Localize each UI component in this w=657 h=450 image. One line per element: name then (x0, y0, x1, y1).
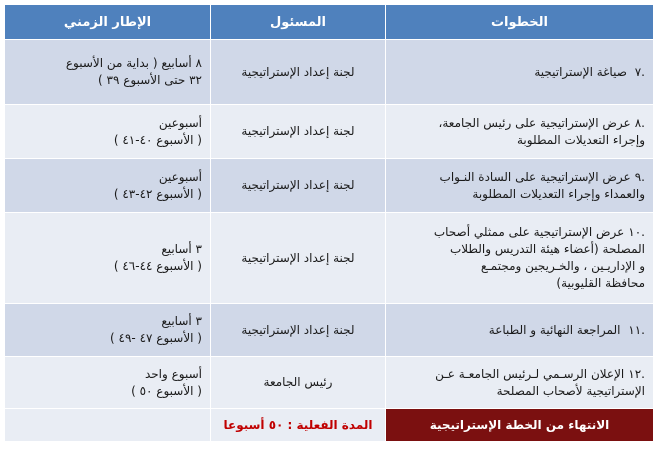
step-text: عرض الإستراتيجية على السادة النـواب (439, 169, 631, 184)
header-timeframe: الإطار الزمني (5, 5, 211, 40)
timeframe-cell (5, 40, 211, 105)
step-text: و الإداريـين ، والخـريجين ومجتمـع (480, 259, 645, 273)
footer-row (5, 409, 654, 442)
step-text: عرض الإستراتيجية على ممثلي أصحاب (433, 225, 625, 239)
timeframe-cell (5, 105, 211, 159)
table-row (5, 159, 654, 213)
responsible-cell: لجنة إعداد الإستراتيجية (211, 304, 386, 357)
plan-table (4, 4, 654, 442)
responsible-cell: لجنة إعداد الإستراتيجية (211, 159, 386, 213)
timeframe-line: أسبوع واحد (144, 366, 202, 381)
step-number: .١٢ (628, 366, 645, 381)
step-cell (386, 304, 654, 357)
table-row (5, 105, 654, 159)
timeframe-line: ( الأسبوع ٤٧ -٤٩ ) (110, 331, 202, 345)
step-text: صياغة الإستراتيجية (534, 64, 627, 79)
responsible-cell: لجنة إعداد الإستراتيجية (211, 105, 386, 159)
timeframe-line: ٨ أسابيع ( بداية من الأسبوع (65, 56, 202, 70)
timeframe-line: ( الأسبوع ٥٠ ) (131, 383, 202, 398)
step-text: عرض الإستراتيجية على رئيس الجامعة، (438, 115, 631, 130)
step-number: .٨ (634, 115, 645, 130)
table-row (5, 40, 654, 105)
step-cell (386, 40, 654, 105)
step-cell (386, 105, 654, 159)
step-text: وإجراء التعديلات المطلوبة (517, 132, 645, 147)
step-number: .١١ (628, 322, 645, 337)
step-number: .١٠ (628, 225, 645, 239)
timeframe-line: أسبوعين (158, 169, 202, 184)
step-cell (386, 357, 654, 409)
step-text: محافظة القليوبية) (556, 276, 645, 290)
header-row (5, 5, 654, 40)
timeframe-line: ٣ أسابيع (161, 314, 202, 328)
step-number: .٩ (634, 169, 645, 184)
step-text: المراجعة النهائية و الطباعة (488, 322, 621, 337)
table-row (5, 213, 654, 304)
step-cell (386, 213, 654, 304)
strategy-timeline (4, 4, 653, 442)
responsible-cell: لجنة إعداد الإستراتيجية (211, 40, 386, 105)
timeframe-cell (5, 213, 211, 304)
step-text: والعمداء وإجراء التعديلات المطلوبة (472, 186, 645, 201)
timeframe-line: ( الأسبوع ٤٠-٤١ ) (113, 132, 202, 147)
step-text: المصلحة (أعضاء هيئة التدريس والطلاب (449, 242, 645, 256)
table-row (5, 357, 654, 409)
timeframe-line: ( الأسبوع ٤٤-٤٦ ) (113, 259, 202, 273)
strategy-end-label: الانتهاء من الخطة الإستراتيجية (386, 409, 654, 442)
step-text: الإستراتيجية لأصحاب المصلحة (496, 383, 645, 398)
timeframe-line: أسبوعين (158, 115, 202, 130)
step-text: الإعلان الرسـمي لـرئيس الجامعـة عـن (435, 366, 625, 381)
timeframe-cell (5, 357, 211, 409)
responsible-cell: رئيس الجامعة (211, 357, 386, 409)
header-responsible: المسئول (211, 5, 386, 40)
actual-duration: المدة الفعلية : ٥٠ أسبوعا (211, 409, 386, 442)
timeframe-cell (5, 304, 211, 357)
timeframe-cell (5, 159, 211, 213)
footer-blank-cell (5, 409, 211, 442)
step-number: .٧ (634, 64, 645, 79)
timeframe-line: ٣ أسابيع (161, 242, 202, 256)
timeframe-line: ( الأسبوع ٤٢-٤٣ ) (113, 186, 202, 201)
header-steps: الخطوات (386, 5, 654, 40)
table-row (5, 304, 654, 357)
timeframe-line: ٣٢ حتى الأسبوع ٣٩ ) (98, 73, 202, 87)
step-cell (386, 159, 654, 213)
responsible-cell: لجنة إعداد الإستراتيجية (211, 213, 386, 304)
